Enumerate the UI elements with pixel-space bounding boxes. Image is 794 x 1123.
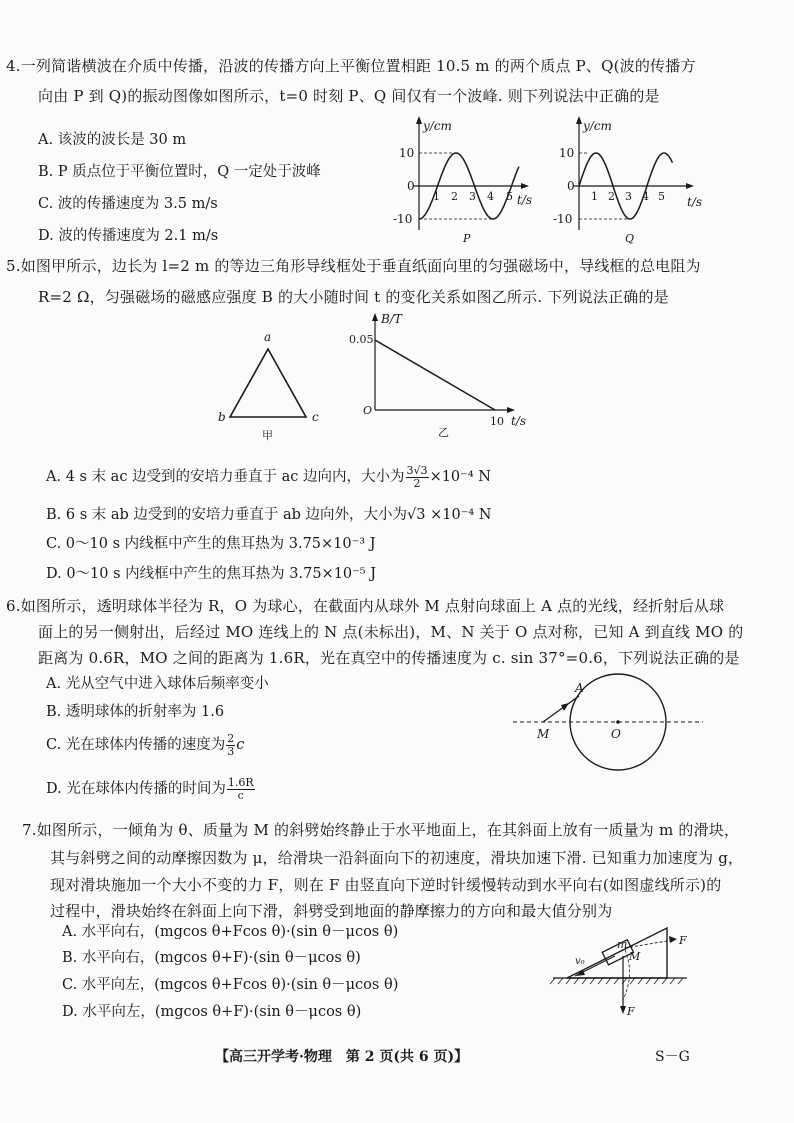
q7-ground-hatch — [550, 978, 683, 984]
q6-ray — [543, 696, 579, 722]
q4-graph-p — [385, 112, 550, 247]
q6-stem-line3: 距离为 0.6R，MO 之间的距离为 1.6R，光在真空中的传播速度为 c. sin 37°=0.6，下列说法正确的是 — [38, 649, 740, 667]
q7-force-horizontal — [625, 940, 673, 948]
q5-bt-ylabel: B/T — [381, 312, 402, 326]
q4-graph-q-tick4: 4 — [642, 190, 649, 203]
q5-caption-yi: 乙 — [438, 426, 449, 438]
q5-vertex-a: a — [264, 330, 272, 344]
q5-triangle-figure — [210, 325, 330, 443]
q5-stem-line1: 5.如图甲所示，边长为 l=2 m 的等边三角形导线框处于垂直纸面向里的匀强磁场中，导线框的总电阻为 — [6, 257, 701, 275]
q7-label-m-big: M — [629, 950, 641, 963]
q5-option-d: D. 0～10 s 内线框中产生的焦耳热为 3.75×10⁻⁵ J — [46, 566, 377, 582]
q5-vertex-b: b — [218, 410, 226, 424]
q6-option-b: B. 透明球体的折射率为 1.6 — [46, 704, 225, 720]
q5-option-a-num: 3√3 — [406, 463, 428, 477]
q5-bt-xtick: 10 — [490, 415, 504, 428]
q7-option-a: A. 水平向右，(mgcos θ+Fcos θ)·(sin θ－μcos θ) — [62, 924, 399, 940]
q7-stem-line2: 其与斜劈之间的动摩擦因数为 μ，给滑块一沿斜面向下的初速度，滑块加速下滑. 已知重力加速度为 g， — [50, 849, 744, 867]
q4-graph-q-caption: Q — [625, 232, 635, 245]
q6-center-dot — [616, 720, 620, 724]
q4-graph-p-ytop: 10 — [399, 146, 415, 160]
q7-label-f-right: F — [679, 934, 687, 947]
q4-graph-q-tick5: 5 — [658, 190, 665, 203]
q6-option-c — [46, 728, 244, 762]
q5-option-a — [46, 462, 491, 492]
q5-option-c: C. 0～10 s 内线框中产生的焦耳热为 3.75×10⁻³ J — [46, 536, 376, 552]
q7-stem-line4: 过程中，滑块始终在斜面上向下滑，斜劈受到地面的静摩擦力的方向和最大值分别为 — [50, 902, 613, 920]
q6-option-d-text: D. 光在球体内传播的时间为 — [46, 781, 226, 797]
q4-graph-q-yzero: 0 — [567, 179, 575, 193]
q6-option-c-num: 2 — [227, 731, 235, 745]
q4-graph-p-tick3: 3 — [469, 190, 476, 203]
q5-bt-ytick: 0.05 — [349, 333, 374, 346]
q6-option-a: A. 光从空气中进入球体后频率变小 — [46, 676, 269, 692]
q4-graph-q-ybot: -10 — [553, 212, 573, 226]
q4-option-d: D. 波的传播速度为 2.1 m/s — [38, 228, 219, 244]
q6-option-c-unit: c — [236, 737, 245, 753]
q6-option-c-den: 3 — [227, 744, 235, 758]
q6-ray-arrow — [561, 703, 569, 711]
q5-option-a-text: A. 4 s 末 ac 边受到的安培力垂直于 ac 边向内，大小为 — [46, 469, 405, 485]
q5-bt-origin: O — [363, 404, 373, 417]
q6-option-d-fraction — [227, 777, 255, 802]
q5-bt-graph — [345, 308, 535, 438]
q4-graph-p-tick5: 5 — [506, 190, 513, 203]
q7-wedge — [567, 928, 667, 978]
q4-graph-q-ylabel: y/cm — [583, 119, 612, 133]
q5-vertex-c: c — [312, 410, 319, 424]
q4-option-a: A. 该波的波长是 30 m — [38, 132, 187, 148]
q5-option-a-den: 2 — [413, 476, 421, 490]
q4-graph-p-caption: P — [463, 232, 471, 245]
footer-code: S－G — [655, 1049, 690, 1065]
q6-label-a: A — [575, 681, 584, 695]
q6-option-d-den: c — [237, 788, 244, 802]
q7-option-c: C. 水平向左，(mgcos θ+Fcos θ)·(sin θ－μcos θ) — [62, 977, 399, 993]
q5-option-a-fraction — [406, 465, 429, 490]
q4-graph-p-ybot: -10 — [393, 212, 413, 226]
q7-option-d: D. 水平向左，(mgcos θ+F)·(sin θ－μcos θ) — [62, 1004, 362, 1020]
q4-graph-p-xlabel: t/s — [517, 193, 533, 207]
q4-graph-p-tick4: 4 — [487, 190, 494, 203]
q7-stem-line3: 现对滑块施加一个大小不变的力 F，则在 F 由竖直向下逆时针缓慢转动到水平向右(如图虚线所示)的 — [50, 876, 722, 894]
q6-option-d — [46, 772, 256, 806]
q7-option-b: B. 水平向右，(mgcos θ+F)·(sin θ－μcos θ) — [62, 950, 361, 966]
q6-label-o: O — [611, 727, 621, 741]
q7-wedge-figure — [545, 920, 705, 1020]
q6-stem-line1: 6.如图所示，透明球体半径为 R，O 为球心，在截面内从球外 M 点射向球面上 A 点的光线，经折射后从球 — [6, 597, 725, 615]
q4-graph-q-tick2: 2 — [608, 190, 615, 203]
q5-option-a-unit: ×10⁻⁴ N — [429, 469, 491, 485]
q6-option-d-num: 1.6R — [227, 775, 254, 789]
q5-bt-xlabel: t/s — [511, 414, 527, 428]
q4-graph-p-tick1: 1 — [433, 190, 440, 203]
q4-graph-q — [545, 112, 715, 247]
q6-stem-line2: 面上的另一侧射出，后经过 MO 连线上的 N 点(未标出)，M、N 关于 O 点对称，已知 A 到直线 MO 的 — [38, 623, 744, 641]
q7-stem-line1: 7.如图所示，一倾角为 θ、质量为 M 的斜劈始终静止于水平地面上，在其斜面上放有一质量为 m 的滑块， — [22, 821, 740, 839]
q4-option-c: C. 波的传播速度为 3.5 m/s — [38, 196, 218, 212]
q4-graph-q-ytop: 10 — [559, 146, 575, 160]
q4-stem-line2: 向由 P 到 Q)的振动图像如图所示，t=0 时刻 P、Q 间仅有一个波峰. 则下列说法中正确的是 — [38, 87, 660, 105]
q5-stem-line2: R=2 Ω，匀强磁场的磁感应强度 B 的大小随时间 t 的变化关系如图乙所示. 下列说法正确的是 — [38, 288, 669, 306]
q7-force-down-arrow — [620, 1006, 626, 1014]
q5-option-b: B. 6 s 末 ab 边受到的安培力垂直于 ab 边向外，大小为√3 ×10⁻⁴ N — [46, 507, 492, 523]
q5-bt-line — [375, 340, 495, 410]
q7-force-horizontal-arrow — [669, 936, 677, 943]
q4-graph-q-tick1: 1 — [591, 190, 598, 203]
q6-option-c-text: C. 光在球体内传播的速度为 — [46, 737, 226, 753]
q4-stem-line1: 4.一列简谐横波在介质中传播，沿波的传播方向上平衡位置相距 10.5 m 的两个质点 P、Q(波的传播方 — [6, 57, 696, 75]
q4-option-b: B. P 质点位于平衡位置时，Q 一定处于波峰 — [38, 164, 321, 180]
q4-graph-p-yzero: 0 — [407, 179, 415, 193]
q5-triangle — [230, 349, 306, 417]
q7-label-v0: v₀ — [575, 956, 585, 967]
q6-label-m: M — [537, 727, 550, 741]
q6-sphere-figure — [505, 670, 705, 780]
q4-graph-q-xlabel: t/s — [687, 195, 703, 209]
q7-label-m-small: m — [617, 938, 628, 951]
q4-graph-p-tick2: 2 — [451, 190, 458, 203]
q6-option-c-fraction — [226, 733, 235, 758]
q5-caption-jia: 甲 — [262, 429, 273, 442]
q4-graph-p-ylabel: y/cm — [423, 119, 452, 133]
footer-title: 【高三开学考·物理 第 2 页(共 6 页)】 — [215, 1049, 469, 1065]
q7-label-f-down: F — [627, 1005, 635, 1018]
q4-graph-q-tick3: 3 — [625, 190, 632, 203]
